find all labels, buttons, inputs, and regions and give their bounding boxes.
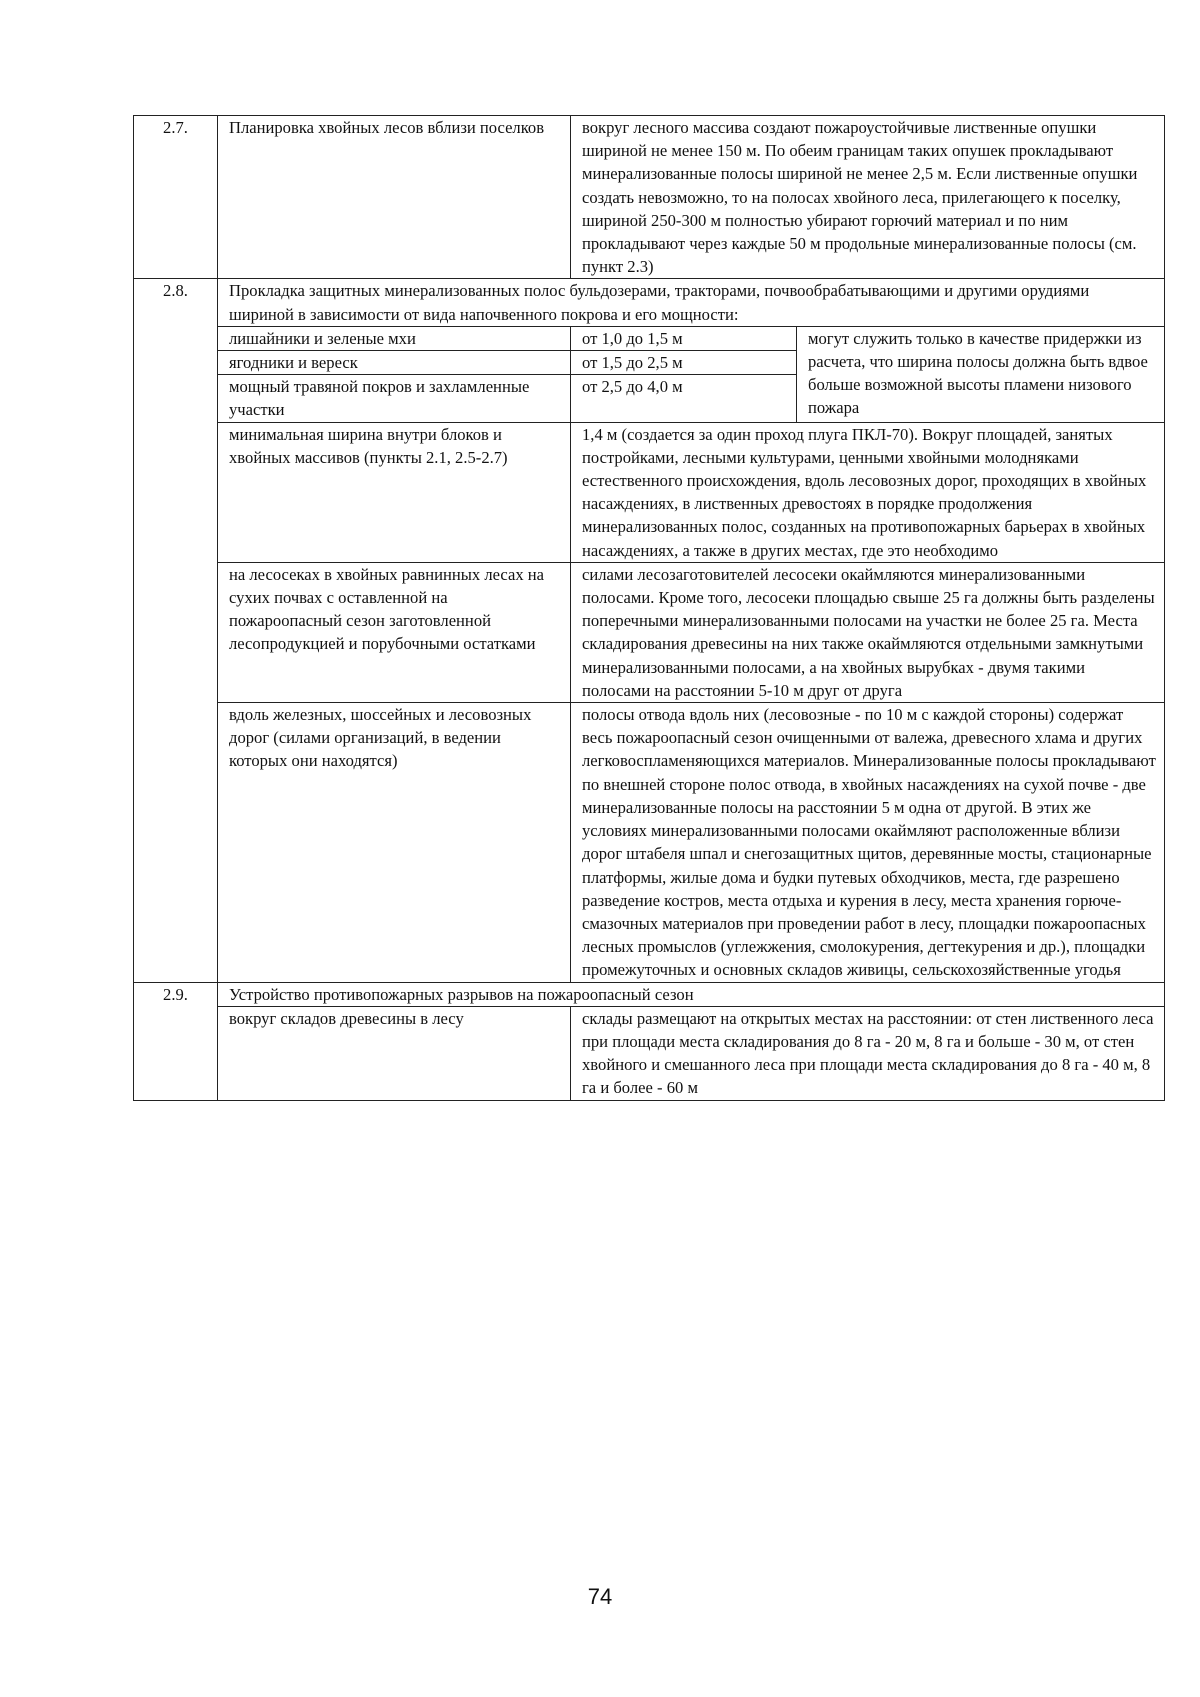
cover-type-cell: ягодники и вереск (218, 351, 571, 375)
strip-width-cell: от 2,5 до 4,0 м (571, 375, 797, 422)
section-heading: Устройство противопожарных разрывов на пожароопасный сезон (218, 982, 1165, 1006)
page-number: 74 (587, 1584, 613, 1609)
measure-cell: вокруг складов древесины в лесу (218, 1006, 571, 1100)
fire-prevention-table (133, 115, 1165, 1101)
row-number: 2.8. (134, 279, 218, 982)
description-cell: склады размещают на открытых местах на расстоянии: от стен лиственного леса при площади места складирования до 8 га - 20 м, 8 га и больше - 30 м, от стен хвойного и смешанного леса при площади места складирования до 8 га - 40 м, 8 га и более - 60 м (571, 1006, 1165, 1100)
strip-width-cell: от 1,0 до 1,5 м (571, 326, 797, 350)
table-row (134, 422, 1165, 562)
row-number: 2.7. (134, 116, 218, 279)
measure-cell: минимальная ширина внутри блоков и хвойных массивов (пункты 2.1, 2.5-2.7) (218, 422, 571, 562)
section-heading: Прокладка защитных минерализованных полос бульдозерами, тракторами, почвообрабатывающими и другими орудиями шириной в зависимости от вида напочвенного покрова и его мощности: (218, 279, 1165, 326)
description-cell: 1,4 м (создается за один проход плуга ПКЛ-70). Вокруг площадей, занятых постройками, лесными культурами, ценными хвойными молодняками естественного происхождения, вдоль лесовозных дорог, проходящих в хвойных насаждениях, в лиственных древостоях в порядке продолжения минерализованных полос, созданных на противопожарных барьерах в хвойных насаждениях, а также в других местах, где это необходимо (571, 422, 1165, 562)
measure-cell: вдоль железных, шоссейных и лесовозных дорог (силами организаций, в ведении которых они находятся) (218, 703, 571, 982)
description-cell: вокруг лесного массива создают пожароустойчивые лиственные опушки шириной не менее 150 м. По обеим границам таких опушек прокладывают минерализованные полосы шириной не менее 2,5 м. Если лиственные опушки создать невозможно, то на полосах хвойного леса, прилегающего к поселку, шириной 250-300 м полностью убирают горючий материал и по ним прокладывают через каждые 50 м продольные минерализованные полосы (см. пункт 2.3) (571, 116, 1165, 279)
row-number: 2.9. (134, 982, 218, 1100)
table-row (134, 703, 1165, 982)
measure-cell: Планировка хвойных лесов вблизи поселков (218, 116, 571, 279)
description-cell: силами лесозаготовителей лесосеки окаймляются минерализованными полосами. Кроме того, лесосеки площадью свыше 25 га должны быть разделены поперечными минерализованными полосами на участки не более 25 га. Места складирования древесины на них также окаймляются отдельными замкнутыми минерализованными полосами, а на хвойных вырубках - двумя такими полосами на расстоянии 5-10 м друг от друга (571, 562, 1165, 702)
strip-width-cell: от 1,5 до 2,5 м (571, 351, 797, 375)
table-row (134, 1006, 1165, 1100)
widths-note-cell: могут служить только в качестве придержки из расчета, что ширина полосы должна быть вдвое больше возможной высоты пламени низового пожара (797, 326, 1165, 422)
measure-cell: на лесосеках в хвойных равнинных лесах на сухих почвах с оставленной на пожароопасный сезон заготовленной лесопродукцией и порубочными остатками (218, 562, 571, 702)
table-row (134, 279, 1165, 326)
table-row (134, 116, 1165, 279)
cover-type-cell: лишайники и зеленые мхи (218, 326, 571, 350)
table-row (134, 326, 1165, 350)
description-cell: полосы отвода вдоль них (лесовозные - по 10 м с каждой стороны) содержат весь пожароопасный сезон очищенными от валежа, древесного хлама и других легковоспламеняющихся материалов. Минерализованные полосы прокладывают по внешней стороне полос отвода, в хвойных насаждениях на сухой почве - две минерализованные полосы на расстоянии 5 м одна от другой. В этих же условиях минерализованными полосами окаймляют расположенные вблизи дорог штабеля шпал и снегозащитных щитов, деревянные мосты, стационарные платформы, жилые дома и будки путевых обходчиков, места, где разрешено разведение костров, места отдыха и курения в лесу, места хранения горюче-смазочных материалов при проведении работ в лесу, площадки пожароопасных лесных промыслов (углежжения, смолокурения, дегтекурения и др.), площадки промежуточных и основных складов живицы, сельскохозяйственные угодья (571, 703, 1165, 982)
table-row (134, 562, 1165, 702)
cover-type-cell: мощный травяной покров и захламленные участки (218, 375, 571, 422)
table-row (134, 982, 1165, 1006)
